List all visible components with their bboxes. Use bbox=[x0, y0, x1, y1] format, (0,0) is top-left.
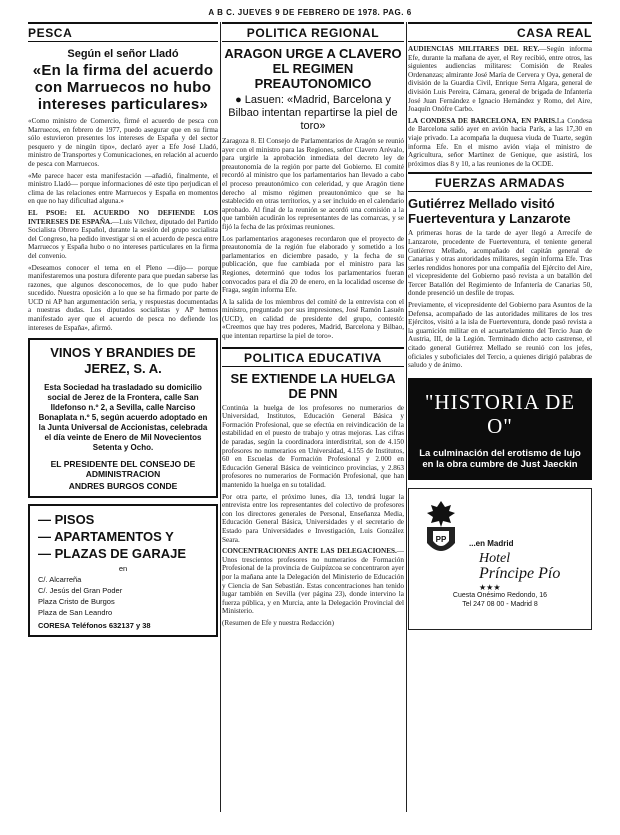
article-paragraph: «Como ministro de Comercio, firmé el acuerdo de pesca con Marruecos, en febrero de 1977, puedo asegurar que en su firma sólo estuvieron presentes los intereses de España y del sector pesquero y de ningún tipo», declaró ayer a Efe José Lladó, ministro de Transportes y Comunicaciones, en relación al acuerdo de pesca con Marruecos. bbox=[28, 117, 218, 168]
ad-title: "HISTORIA DE O" bbox=[424, 389, 576, 438]
article-headline: ARAGON URGE A CLAVERO EL REGIMEN PREAUTONOMICO bbox=[224, 46, 402, 91]
section-title-politica-regional: POLITICA REGIONAL bbox=[222, 22, 404, 42]
hotel-location: ...en Madrid bbox=[469, 538, 514, 548]
ad-title: VINOS Y BRANDIES DE JEREZ, S. A. bbox=[50, 345, 196, 377]
section-title-pesca: PESCA bbox=[28, 22, 218, 42]
ad-tagline: La culminación del erotismo de lujo en la obra cumbre de Just Jaeckin bbox=[419, 447, 581, 470]
ad-historia-de-o bbox=[408, 378, 592, 480]
ad-en: en bbox=[118, 564, 128, 574]
article-paragraph: Previamente, el vicepresidente del Gobierno para Asuntos de la Defensa, acompañado de las autoridades militares de los tres Ejércitos, visitó a la isla de Fuerteventura, donde pasó revista a la guarnición militar en el acuartelamiento del Tercio Juan de Austria, III, de la Legión. Terminado dicho acto castrense, el citado general Gutiérrez Mellado se reunió con los jefes, oficiales y suboficiales del Tercio, a quienes dirigió palabras de saludo y de ánimo. bbox=[408, 301, 592, 370]
article-paragraph: Zaragoza 8. El Consejo de Parlamentarios de Aragón se reunió ayer con el ministro para las Regiones, señor Clavero Arévalo, para urgirle la aprobación inmediata del decreto ley de preautonomía de la región por parte del Gobierno. El comité recordó al ministro que los parlamentarios han llevado a cabo el proceso preautonómico con celeridad, y que Aragón tiene derecho al mismo régimen preautonómico que se ha establecido en otras territorios, y a ser incluido en el calendario aprobado. Al final de la reunión se acordó una comisión a la que también acudirán los representantes de las comarcas, y se fijó la fecha de las próximas reuniones. bbox=[222, 137, 404, 231]
paragraph-body: La Condesa de Barcelona salió ayer en avión hacia París, a las 17,30 en viaje privado. La acompaña la duquesa viuda de Tuarte, según informa Efe. En el mismo avión viaja el ministro de Agricultura, señor Martínez de Genique, que asistirá, los próximos días 8 y 10, a las reuniones de la OCDE. bbox=[408, 116, 592, 168]
ad-address: C/. Alcarreña bbox=[38, 575, 82, 585]
hotel-name-line1: Hotel bbox=[479, 550, 511, 566]
column-divider bbox=[220, 22, 221, 812]
ad-address: C/. Jesús del Gran Poder bbox=[38, 586, 123, 596]
ad-line: — APARTAMENTOS Y bbox=[38, 529, 174, 545]
article-paragraph: «Deseamos conocer el tema en el Pleno —dijo— porque manifestaremos una postura diferente para que puedan saberse las razones, que algunos desconocemos, de lo que pudo haber sucedido. Nuestra oposición a lo que se ha firmado por parte de UCD ni AP han argumentación seria, y respuestas documentadas a nuestras dudas. Los diputados socialistas y AP hemos manifestado ayer que el acuerdo de pesca no defiende los intereses de España», afirmó. bbox=[28, 263, 218, 332]
ad-footer: EL PRESIDENTE DEL CONSEJO DE ADMINISTRACION bbox=[50, 459, 196, 480]
article-paragraph: «Me parece hacer esta manifestación —añadió, finalmente, el ministro Lladó— porque informaciones dé este tipo perjudican el clima de las relaciones entre Marruecos y España en momentos en que no hay dificultad alguna.» bbox=[28, 171, 218, 206]
column-divider bbox=[406, 22, 407, 812]
article-paragraph: Continúa la huelga de los profesores no numerarios de Universidad, Institutos, Educación General Básica y Formación Profesional, que se efectúa en reivindicación de la estabilidad en el puesto de trabajo y otras mejoras. Las cifras de paradas, según la coordinadora interdistrital, son de 4.150 profesores no numerarios en Universidad, 4.155 de Institutos, 60 en Escuelas de Formación Profesional y 2.000 en Educación General Básica de veinticinco provincias, y 2.863 profesores no numerarios de Formación Profesional, que han mantenido la huelga en su totalidad. bbox=[222, 403, 404, 489]
column-politica bbox=[222, 22, 404, 631]
section-title-casa-real: CASA REAL bbox=[408, 22, 592, 42]
hotel-rating: ★★★ bbox=[479, 582, 501, 592]
article-paragraph: A la salida de los miembros del comité de la entrevista con el ministro, preguntado por sus impresiones, José Ramón Lasuén (UCD), en calidad de presidente del grupo, contestó: «Creemos que hay tres poderes, Madrid, Barcelona y Bilbao, que intentan repartirse la piel de toro». bbox=[222, 297, 404, 341]
article-subheadline: ● Lasuen: «Madrid, Barcelona y Bilbao intentan repartirse la piel de toro» bbox=[228, 94, 398, 132]
ad-vinos-jerez bbox=[28, 338, 218, 498]
article-paragraph: A primeras horas de la tarde de ayer llegó a Arrecife de Lanzarote, procedente de Fuerteventura, el teniente general Gutiérrez Mellado, acompañado del capitán general de Canarias y otras autoridades militares, según informa Efe. Tras serles rendidos honores por una compañía del Ejército del Aire, el vicepresidente del Gobierno pasó revista a un batallón del Tercer Batallón del Regimiento de Infantería de Canarias 50, donde presenció un desfile de tropas. bbox=[408, 229, 592, 298]
article-headline: SE EXTIENDE LA HUELGA DE PNN bbox=[230, 370, 396, 401]
paragraph-lead: AUDIENCIAS MILITARES DEL REY. bbox=[408, 45, 540, 53]
article-kicker: Según el señor Lladó bbox=[67, 48, 179, 60]
paragraph-lead: LA CONDESA DE BARCELONA, EN PARIS. bbox=[408, 116, 557, 125]
column-casa-real bbox=[408, 22, 592, 630]
article-paragraph: Los parlamentarios aragoneses recordaron que el proyecto de preautonomía de la región fue elaborado y sometido a los parlamentarios en diciembre pasado, y la fecha de su publicación, que fue cambiada por el ministro para las Regiones, determinó que todos los parlamentarios fueran convocados para el día 20 de enero, en la localidad oscense de Fraga, según informa Efe. bbox=[222, 234, 404, 295]
ad-address: Plaza Cristo de Burgos bbox=[38, 597, 115, 607]
article-headline: Gutiérrez Mellado visitó Fuerteventura y Lanzarote bbox=[408, 196, 571, 227]
ad-contact: CORESA Teléfonos 632137 y 38 bbox=[38, 621, 151, 631]
article-paragraph bbox=[408, 45, 592, 114]
hotel-name bbox=[479, 551, 560, 581]
article-headline: «En la firma del acuerdo con Marruecos no hubo intereses particulares» bbox=[32, 62, 214, 113]
paragraph-body: —Según informa Efe, durante la mañana de ayer, el Rey recibió, entre otros, las siguientes audiencias militares: Comisión de Reales Ordenanzas; almirante José María de Cervera y Oya, general de división de la Guardia Civil, Enrique Serra Algara, general de división Luis Pereira, Cámara, general de brigada de Infantería José Juan Fernández e Ignacio Hernández y Romo, del Aire, Joaquín Onófre Carbo. bbox=[408, 45, 592, 114]
ad-signature: ANDRES BURGOS CONDE bbox=[68, 481, 178, 492]
paragraph-body: —Unos trescientos profesores no numerarios de Formación Profesional de la provincia de Guipúzcoa se concentraron ayer por la mañana ante la Delegación del Ministerio de Educación y Ciencia de San Sebastián. Estas concentraciones han tenido lugar también en Sevilla (ver página 23), donde intervino la fuerza pública, y en Murcia, ante la Delegación Provincial del Ministerio. bbox=[222, 547, 404, 616]
article-paragraph bbox=[222, 547, 404, 616]
hotel-address-line: Cuesta Onésimo Redondo, 16 bbox=[452, 591, 548, 599]
article-paragraph bbox=[408, 117, 592, 169]
ad-hotel-principe-pio bbox=[408, 488, 592, 630]
hotel-crest-icon bbox=[421, 499, 461, 561]
ad-address: Plaza de San Leandro bbox=[38, 608, 113, 618]
ad-line: — PLAZAS DE GARAJE bbox=[38, 546, 187, 562]
ad-pisos bbox=[28, 504, 218, 637]
paragraph-lead: CONCENTRACIONES ANTE LAS DELEGACIONES. bbox=[222, 547, 397, 556]
svg-text:PP: PP bbox=[435, 534, 447, 544]
article-credit: (Resumen de Efe y nuestra Redacción) bbox=[222, 618, 334, 627]
ad-line: — PISOS bbox=[38, 512, 95, 528]
page-masthead: A B C. JUEVES 9 DE FEBRERO DE 1978. PAG. 6 bbox=[208, 8, 412, 17]
paragraph-body: —Luis Vílchez, diputado del Partido Socialista Obrero Español, durante la sesión del grupo socialista del Congreso, ha pedido investigar si en el acuerdo de pesca entre Marruecos y España hubo o no intereses particulares en la firma del convenio. bbox=[28, 217, 218, 260]
paragraph-lead: EL PSOE: EL ACUERDO NO DEFIENDE LOS INTERESES DE ESPAÑA. bbox=[28, 208, 218, 226]
article-paragraph bbox=[28, 209, 218, 261]
column-pesca bbox=[28, 22, 218, 637]
section-title-fuerzas-armadas: FUERZAS ARMADAS bbox=[408, 172, 592, 192]
article-paragraph: Por otra parte, el próximo lunes, día 13, tendrá lugar la entrevista entre los representantes del colectivo de profesores con los directores generales de Personal, Enseñanza Media, Educación General Básica, Universidades y el secretario de Estado para Universidades e Investigación, Luis González Seara. bbox=[222, 492, 404, 544]
ad-body: Esta Sociedad ha trasladado su domicilio social de Jerez de la Frontera, calle San Ildefonso n.º 2, a Sevilla, calle Narciso Bonaplata n.º 5, según acuerdo adoptado en la Junta Universal de Accionistas, celebrada el día veinte de Enero de Mil Novecientos Setenta y Ocho. bbox=[38, 383, 208, 453]
hotel-name-line2: Príncipe Pío bbox=[479, 564, 561, 582]
hotel-address-line: Tel 247 08 00 - Madrid 8 bbox=[462, 600, 538, 608]
hotel-address bbox=[409, 591, 591, 609]
section-title-politica-educativa: POLITICA EDUCATIVA bbox=[222, 347, 404, 367]
